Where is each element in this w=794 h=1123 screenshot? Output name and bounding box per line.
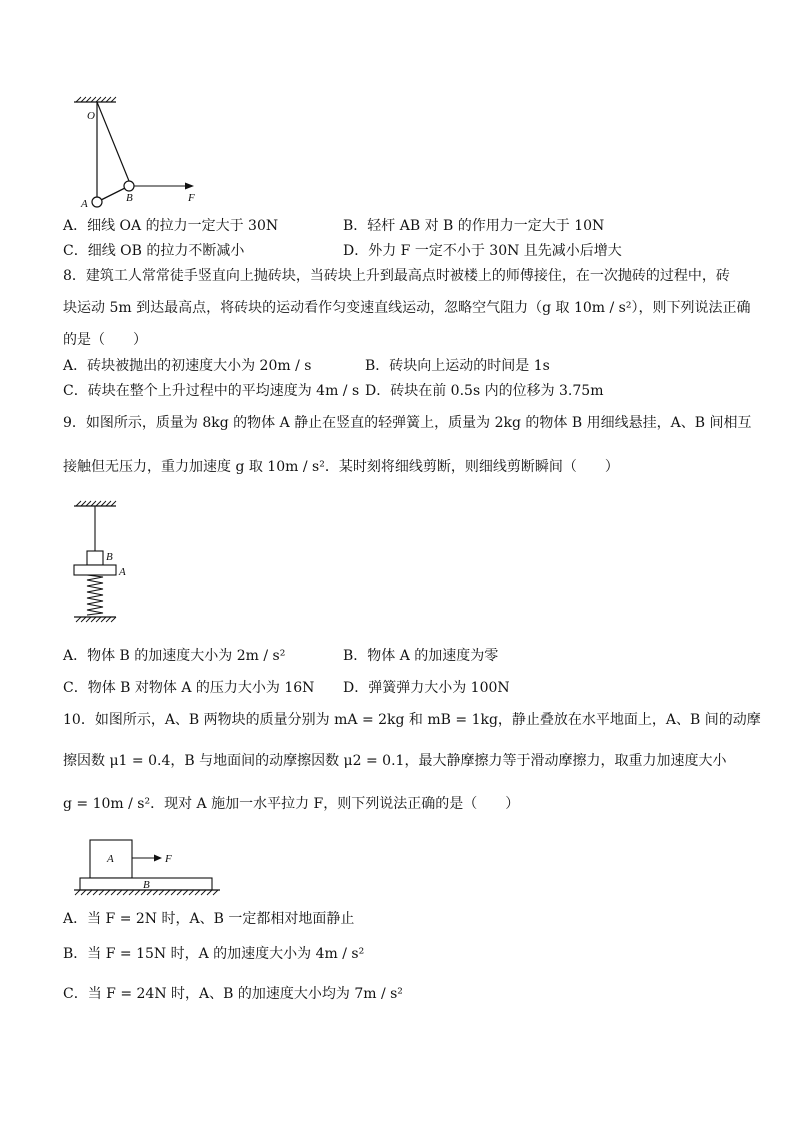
- q10-stem-line2: 擦因数 μ1 = 0.4，B 与地面间的动摩擦因数 μ2 = 0.1，最大静摩擦力等于滑动摩擦力，取重力加速度大小: [63, 753, 727, 769]
- q8-stem-line2: 块运动 5m 到达最高点，将砖块的运动看作匀变速直线运动，忽略空气阻力（g 取 10m / s²），则下列说法正确: [63, 300, 751, 316]
- q10-stem-line3: g = 10m / s²．现对 A 施加一水平拉力 F，则下列说法正确的是（ ）: [63, 796, 520, 812]
- q9-spring: [87, 575, 103, 615]
- q9-block-a: [74, 565, 116, 575]
- q9-stem-line1: 9．如图所示，质量为 8kg 的物体 A 静止在竖直的轻弹簧上，质量为 2kg 的物体 B 用细线悬挂，A、B 间相互: [63, 415, 752, 431]
- q9-label-b: B: [106, 551, 113, 563]
- q7-label-b: B: [126, 192, 133, 204]
- q9-figure: [70, 500, 140, 628]
- q9-option-c: C．物体 B 对物体 A 的压力大小为 16N: [63, 680, 315, 696]
- q7-label-f: F: [188, 192, 195, 204]
- q10-label-b: B: [143, 879, 150, 891]
- q9-stem-line2: 接触但无压力，重力加速度 g 取 10m / s²．某时刻将细线剪断，则细线剪断瞬间（ ）: [63, 459, 619, 475]
- q8-option-a: A．砖块被抛出的初速度大小为 20m / s: [63, 358, 312, 374]
- q9-option-b: B．物体 A 的加速度为零: [343, 648, 499, 664]
- q10-label-f: F: [165, 853, 172, 865]
- q7-string-ob: [97, 102, 129, 181]
- q7-ball-b: [124, 181, 134, 191]
- q7-figure: [70, 96, 210, 211]
- q9-option-a: A．物体 B 的加速度大小为 2m / s²: [63, 648, 286, 664]
- q10-option-a: A．当 F = 2N 时，A、B 一定都相对地面静止: [63, 911, 355, 927]
- q8-option-c: C．砖块在整个上升过程中的平均速度为 4m / s: [63, 383, 360, 399]
- q8-option-b: B．砖块向上运动的时间是 1s: [365, 358, 550, 374]
- q8-option-d: D．砖块在前 0.5s 内的位移为 3.75m: [365, 383, 604, 399]
- q7-option-c: C．细线 OB 的拉力不断减小: [63, 243, 245, 259]
- q7-option-b: B．轻杆 AB 对 B 的作用力一定大于 10N: [343, 218, 605, 234]
- q10-label-a: A: [107, 853, 114, 865]
- q7-option-d: D．外力 F 一定不小于 30N 且先减小后增大: [343, 243, 622, 259]
- q7-label-a: A: [81, 198, 88, 210]
- q9-option-d: D．弹簧弹力大小为 100N: [343, 680, 510, 696]
- q7-label-o: O: [87, 110, 95, 122]
- q7-ball-a: [92, 197, 102, 207]
- q7-option-a: A．细线 OA 的拉力一定大于 30N: [63, 218, 279, 234]
- q10-option-b: B．当 F = 15N 时，A 的加速度大小为 4m / s²: [63, 946, 365, 962]
- q10-stem-line1: 10．如图所示，A、B 两物块的质量分别为 mA = 2kg 和 mB = 1kg，静止叠放在水平地面上，A、B 间的动摩: [63, 712, 761, 728]
- q9-block-b: [87, 551, 103, 565]
- q8-stem-line3: 的是（ ）: [63, 332, 147, 348]
- q9-label-a: A: [119, 566, 126, 578]
- q10-option-c: C．当 F = 24N 时，A、B 的加速度大小均为 7m / s²: [63, 986, 403, 1002]
- q8-stem-line1: 8．建筑工人常常徒手竖直向上抛砖块，当砖块上升到最高点时被楼上的师傅接住，在一次抛砖的过程中，砖: [63, 268, 730, 284]
- q10-figure: [70, 836, 230, 896]
